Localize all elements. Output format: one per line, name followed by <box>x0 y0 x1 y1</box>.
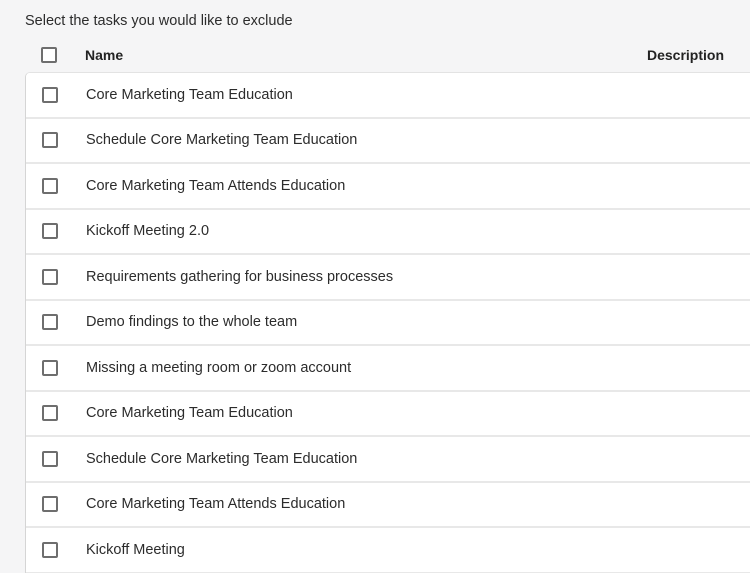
column-header-name: Name <box>85 47 124 63</box>
table-header <box>25 38 750 72</box>
row-checkbox[interactable] <box>42 132 58 148</box>
table-row[interactable] <box>26 346 750 392</box>
row-checkbox[interactable] <box>42 314 58 330</box>
table-row[interactable] <box>26 483 750 529</box>
row-checkbox[interactable] <box>42 269 58 285</box>
task-name: Demo findings to the whole team <box>86 314 298 331</box>
table-row[interactable] <box>26 301 750 347</box>
task-name: Core Marketing Team Education <box>86 86 293 103</box>
table-row[interactable] <box>26 528 750 573</box>
table-row[interactable] <box>26 210 750 256</box>
row-checkbox[interactable] <box>42 405 58 421</box>
table-row[interactable] <box>26 164 750 210</box>
task-name: Schedule Core Marketing Team Education <box>86 132 358 149</box>
row-checkbox[interactable] <box>42 223 58 239</box>
row-checkbox[interactable] <box>42 87 58 103</box>
row-checkbox[interactable] <box>42 178 58 194</box>
page-title: Select the tasks you would like to exclude <box>25 13 293 29</box>
task-name: Core Marketing Team Attends Education <box>86 496 346 513</box>
table-row[interactable] <box>26 437 750 483</box>
row-checkbox[interactable] <box>42 360 58 376</box>
task-name: Kickoff Meeting 2.0 <box>86 223 210 240</box>
table-row[interactable] <box>26 73 750 119</box>
column-header-description: Description <box>647 47 725 63</box>
table-row[interactable] <box>26 255 750 301</box>
task-list <box>25 72 750 573</box>
row-checkbox[interactable] <box>42 542 58 558</box>
task-name: Missing a meeting room or zoom account <box>86 359 352 376</box>
row-checkbox[interactable] <box>42 451 58 467</box>
task-name: Core Marketing Team Attends Education <box>86 177 346 194</box>
table-row[interactable] <box>26 392 750 438</box>
task-name: Kickoff Meeting <box>86 541 185 558</box>
table-row[interactable] <box>26 119 750 165</box>
row-checkbox[interactable] <box>42 496 58 512</box>
task-name: Schedule Core Marketing Team Education <box>86 450 358 467</box>
task-name: Core Marketing Team Education <box>86 405 293 422</box>
task-name: Requirements gathering for business processes <box>86 268 394 285</box>
select-all-checkbox[interactable] <box>41 47 57 63</box>
